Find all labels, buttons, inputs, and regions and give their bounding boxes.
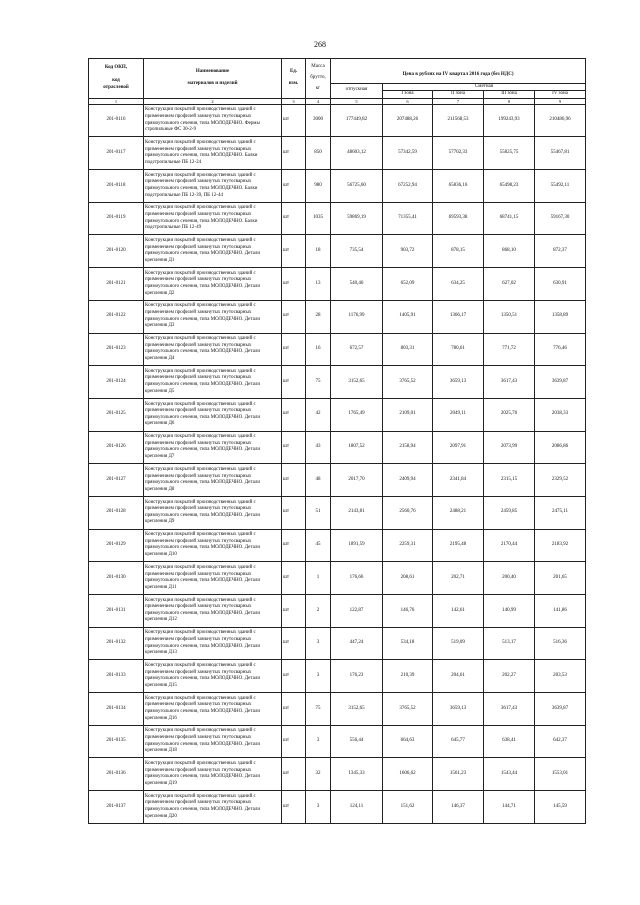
retail-header: отпускная [331,83,383,98]
item-mass: 850 [306,137,331,170]
zone-2-price: 878,15 [433,235,484,268]
mass-header: Масса брутто, кг [306,59,331,99]
item-unit: шт [282,595,306,628]
zone-3-price: 144,71 [484,791,535,824]
table-row [89,562,586,595]
zone-2-price: 1366,17 [433,300,484,333]
col-index: 7 [433,98,484,104]
zone-3-price: 200,40 [484,562,535,595]
table-row [89,693,586,726]
zone-4-price: 1358,89 [535,300,586,333]
col-index: 9 [535,98,586,104]
zone-3-price: 3617,43 [484,366,535,399]
item-unit: шт [282,693,306,726]
zone-2-price: 65836,16 [433,170,484,203]
zone-4-price: 210486,96 [535,104,586,137]
retail-price: 177449,82 [331,104,383,137]
item-name: Конструкции покрытий производственных зданий с применением профилей замкнутых гнутосварных прямоугольного сечения, типа МОЛОДЕЧНО. Детали крепления Д18 [144,725,282,758]
col-index: 2 [144,98,282,104]
zone-4-price: 2086,86 [535,431,586,464]
zone-1-price: 1405,91 [383,300,433,333]
item-mass: 3 [306,627,331,660]
zone-1-price: 146,76 [383,595,433,628]
table-body [89,104,586,823]
zone-3-price: 638,41 [484,725,535,758]
price-title: Цена в рублях на IV квартал 2016 года (без НДС) [331,69,586,83]
zone-1-price: 2158,94 [383,431,433,464]
zone-4-price: 872,37 [535,235,586,268]
zone-1-price: 3765,52 [383,366,433,399]
col-index: 8 [484,98,535,104]
zone-2-price: 3659,13 [433,366,484,399]
retail-price: 2017,70 [331,464,383,497]
zone-1-price: 208,61 [383,562,433,595]
retail-price: 1891,59 [331,529,383,562]
item-unit: шт [282,758,306,791]
zone-4-price: 516,36 [535,627,586,660]
zone-1-price: 1606,62 [383,758,433,791]
zone-1-header: I зона [383,91,433,99]
item-unit: шт [282,660,306,693]
table-row [89,170,586,203]
item-code: 201-0123 [89,333,144,366]
item-code: 201-0120 [89,235,144,268]
item-name: Конструкции покрытий производственных зданий с применением профилей замкнутых гнутосварных прямоугольного сечения, типа МОЛОДЕЧНО. Детали крепления Д13 [144,627,282,660]
retail-price: 176,66 [331,562,383,595]
zone-2-price: 3659,13 [433,693,484,726]
item-mass: 980 [306,170,331,203]
table-row [89,431,586,464]
table-row [89,366,586,399]
zone-4-price: 2329,52 [535,464,586,497]
item-mass: 13 [306,268,331,301]
item-name: Конструкции покрытий производственных зданий с применением профилей замкнутых гнутосварных прямоугольного сечения, типа МОЛОДЕЧНО. Детали крепления Д1 [144,235,282,268]
zone-1-price: 2409,94 [383,464,433,497]
item-code: 201-0118 [89,170,144,203]
item-name: Конструкции покрытий производственных зданий с применением профилей замкнутых гнутосварных прямоугольного сечения, типа МОЛОДЕЧНО. Детали крепления Д12 [144,595,282,628]
zone-3-price: 627,02 [484,268,535,301]
zone-3-price: 55825,75 [484,137,535,170]
item-code: 201-0119 [89,202,144,235]
zone-1-price: 57342,59 [383,137,433,170]
zone-4-price: 203,53 [535,660,586,693]
item-mass: 42 [306,398,331,431]
item-code: 201-0135 [89,725,144,758]
item-mass: 2 [306,595,331,628]
item-unit: шт [282,333,306,366]
item-unit: шт [282,496,306,529]
item-unit: шт [282,464,306,497]
zone-4-price: 141,86 [535,595,586,628]
item-unit: шт [282,137,306,170]
zone-3-price: 68741,15 [484,202,535,235]
col-index: 5 [331,98,383,104]
zone-3-header: III зона [484,91,535,99]
zone-3-price: 1350,51 [484,300,535,333]
table-row [89,725,586,758]
table-row [89,464,586,497]
zone-2-price: 780,61 [433,333,484,366]
zone-4-price: 145,59 [535,791,586,824]
zone-2-price: 142,61 [433,595,484,628]
table-row [89,300,586,333]
table-header [89,59,586,105]
zone-4-price: 59167,30 [535,202,586,235]
item-unit: шт [282,202,306,235]
zone-2-price: 2049,11 [433,398,484,431]
item-name: Конструкции покрытий производственных зданий с применением профилей замкнутых гнутосварных прямоугольного сечения, типа МОЛОДЕЧНО. Детали крепления Д4 [144,333,282,366]
item-code: 201-0127 [89,464,144,497]
zone-1-price: 3765,52 [383,693,433,726]
zone-2-price: 146,37 [433,791,484,824]
item-name: Конструкции покрытий производственных зданий с применением профилей замкнутых гнутосварных прямоугольного сечения, типа МОЛОДЕЧНО. Детали крепления Д10 [144,529,282,562]
zone-2-price: 1561,23 [433,758,484,791]
item-mass: 51 [306,496,331,529]
zone-2-price: 634,25 [433,268,484,301]
zone-3-price: 2025,76 [484,398,535,431]
zone-3-price: 2315,15 [484,464,535,497]
zone-4-price: 201,65 [535,562,586,595]
zone-1-price: 2109,01 [383,398,433,431]
retail-price: 556,44 [331,725,383,758]
zone-2-price: 2097,91 [433,431,484,464]
retail-price: 122,87 [331,595,383,628]
item-code: 201-0117 [89,137,144,170]
zone-3-price: 1543,44 [484,758,535,791]
item-unit: шт [282,398,306,431]
table-row [89,268,586,301]
zone-2-price: 645,77 [433,725,484,758]
table-row [89,333,586,366]
item-unit: шт [282,170,306,203]
item-name: Конструкции покрытий производственных зданий с применением профилей замкнутых гнутосварных прямоугольного сечения, типа МОЛОДЕЧНО. Детали крепления Д15 [144,660,282,693]
item-code: 201-0125 [89,398,144,431]
zone-2-price: 2195,48 [433,529,484,562]
item-name: Конструкции покрытий производственных зданий с применением профилей замкнутых гнутосварных прямоугольного сечения, типа МОЛОДЕЧНО. Детали крепления Д9 [144,496,282,529]
table-row [89,627,586,660]
item-unit: шт [282,104,306,137]
col-index: 3 [282,98,306,104]
item-name: Конструкции покрытий производственных зданий с применением профилей замкнутых гнутосварных прямоугольного сечения, типа МОЛОДЕЧНО. Детали крепления Д20 [144,791,282,824]
item-mass: 1035 [306,202,331,235]
item-name: Конструкции покрытий производственных зданий с применением профилей замкнутых гнутосварных прямоугольного сечения, типа МОЛОДЕЧНО. Детали крепления Д2 [144,268,282,301]
item-unit: шт [282,431,306,464]
zone-1-price: 664,63 [383,725,433,758]
estimate-header: Сметная [383,83,586,91]
item-mass: 3000 [306,104,331,137]
table-row [89,496,586,529]
zone-4-price: 776,46 [535,333,586,366]
zone-1-price: 2560,76 [383,496,433,529]
item-code: 201-0121 [89,268,144,301]
item-mass: 18 [306,235,331,268]
retail-price: 48603,12 [331,137,383,170]
retail-price: 1176,99 [331,300,383,333]
table-row [89,104,586,137]
table-row [89,791,586,824]
item-unit: шт [282,300,306,333]
retail-price: 56725,60 [331,170,383,203]
zone-4-price: 642,37 [535,725,586,758]
zone-4-price: 55492,11 [535,170,586,203]
item-code: 201-0136 [89,758,144,791]
zone-4-price: 2475,11 [535,496,586,529]
item-code: 201-0132 [89,627,144,660]
item-unit: шт [282,268,306,301]
item-mass: 43 [306,431,331,464]
name-header: Наименование материалов и изделий [144,59,282,99]
retail-price: 59869,19 [331,202,383,235]
table-row [89,660,586,693]
retail-price: 447,24 [331,627,383,660]
item-mass: 75 [306,693,331,726]
retail-price: 3152,65 [331,693,383,726]
table-row [89,202,586,235]
item-unit: шт [282,627,306,660]
zone-1-price: 803,31 [383,333,433,366]
zone-1-price: 534,18 [383,627,433,660]
zone-4-price: 1553,01 [535,758,586,791]
item-name: Конструкции покрытий производственных зданий с применением профилей замкнутых гнутосварных прямоугольного сечения, типа МОЛОДЕЧНО. Детали крепления Д7 [144,431,282,464]
zone-2-price: 204,61 [433,660,484,693]
item-name: Конструкции покрытий производственных зданий с применением профилей замкнутых гнутосварных прямоугольного сечения, типа МОЛОДЕЧНО. Детали крепления Д11 [144,562,282,595]
item-name: Конструкции покрытий производственных зданий с применением профилей замкнутых гнутосварных прямоугольного сечения, типа МОЛОДЕЧНО. Детали крепления Д8 [144,464,282,497]
item-mass: 3 [306,725,331,758]
zone-2-price: 211568,53 [433,104,484,137]
zone-2-price: 57702,33 [433,137,484,170]
item-code: 201-0124 [89,366,144,399]
zone-4-price: 630,91 [535,268,586,301]
zone-2-price: 202,71 [433,562,484,595]
zone-3-price: 202,27 [484,660,535,693]
item-mass: 75 [306,366,331,399]
code-header: Код ОКП, код отраслевой [89,59,144,99]
zone-3-price: 140,99 [484,595,535,628]
zone-3-price: 199243,93 [484,104,535,137]
retail-price: 176,23 [331,660,383,693]
item-mass: 3 [306,791,331,824]
zone-1-price: 652,09 [383,268,433,301]
table-row [89,398,586,431]
item-unit: шт [282,529,306,562]
col-index: 6 [383,98,433,104]
retail-price: 672,57 [331,333,383,366]
item-unit: шт [282,791,306,824]
item-code: 201-0137 [89,791,144,824]
zone-1-price: 2259,31 [383,529,433,562]
retail-price: 124,11 [331,791,383,824]
zone-3-price: 2459,85 [484,496,535,529]
item-code: 201-0134 [89,693,144,726]
zone-1-price: 207488,26 [383,104,433,137]
zone-3-price: 65498,23 [484,170,535,203]
zone-3-price: 3617,43 [484,693,535,726]
col-index: 4 [306,98,331,104]
zone-4-price: 2038,33 [535,398,586,431]
item-code: 201-0122 [89,300,144,333]
item-code: 201-0126 [89,431,144,464]
zone-3-price: 771,72 [484,333,535,366]
zone-2-price: 2488,21 [433,496,484,529]
zone-3-price: 2170,44 [484,529,535,562]
zone-1-price: 67252,94 [383,170,433,203]
item-mass: 45 [306,529,331,562]
item-name: Конструкции покрытий производственных зданий с применением профилей замкнутых гнутосварных прямоугольного сечения, типа МОЛОДЕЧНО. Детали крепления Д3 [144,300,282,333]
zone-2-price: 519,09 [433,627,484,660]
price-table [88,58,586,824]
item-mass: 3 [306,660,331,693]
table-row [89,758,586,791]
item-mass: 1 [306,562,331,595]
item-unit: шт [282,366,306,399]
zone-1-price: 903,72 [383,235,433,268]
item-mass: 16 [306,333,331,366]
item-name: Конструкции покрытий производственных зданий с применением профилей замкнутых гнутосварных прямоугольного сечения, типа МОЛОДЕЧНО. Фермы стропильные ФС 30-2-9 [144,104,282,137]
item-mass: 28 [306,300,331,333]
zone-2-price: 2341,84 [433,464,484,497]
zone-4-header: IV зона [535,91,586,99]
retail-price: 735,54 [331,235,383,268]
item-mass: 32 [306,758,331,791]
table-row [89,137,586,170]
zone-4-price: 3639,87 [535,366,586,399]
item-code: 201-0116 [89,104,144,137]
zone-3-price: 2073,99 [484,431,535,464]
item-name: Конструкции покрытий производственных зданий с применением профилей замкнутых гнутосварных прямоугольного сечения, типа МОЛОДЕЧНО. Балки подстропильные ПБ 12-39, ПБ 12-44 [144,170,282,203]
item-code: 201-0128 [89,496,144,529]
table-row [89,235,586,268]
zone-4-price: 55467,81 [535,137,586,170]
zone-1-price: 210,39 [383,660,433,693]
zone-2-header: II зона [433,91,484,99]
retail-price: 2143,81 [331,496,383,529]
zone-4-price: 2183,92 [535,529,586,562]
col-index: 1 [89,98,144,104]
item-unit: шт [282,235,306,268]
table-row [89,529,586,562]
zone-1-price: 151,62 [383,791,433,824]
table-row [89,595,586,628]
retail-price: 1807,52 [331,431,383,464]
item-name: Конструкции покрытий производственных зданий с применением профилей замкнутых гнутосварных прямоугольного сечения, типа МОЛОДЕЧНО. Детали крепления Д19 [144,758,282,791]
zone-3-price: 868,10 [484,235,535,268]
price-header-spacer [331,59,586,70]
item-code: 201-0129 [89,529,144,562]
page-number: 268 [314,40,326,49]
item-name: Конструкции покрытий производственных зданий с применением профилей замкнутых гнутосварных прямоугольного сечения, типа МОЛОДЕЧНО. Балки подстропильные ПБ 12-24 [144,137,282,170]
item-code: 201-0133 [89,660,144,693]
zone-3-price: 513,17 [484,627,535,660]
item-unit: шт [282,562,306,595]
item-name: Конструкции покрытий производственных зданий с применением профилей замкнутых гнутосварных прямоугольного сечения, типа МОЛОДЕЧНО. Балки подстропильные ПБ 12-49 [144,202,282,235]
item-unit: шт [282,725,306,758]
zone-1-price: 71355,41 [383,202,433,235]
item-name: Конструкции покрытий производственных зданий с применением профилей замкнутых гнутосварных прямоугольного сечения, типа МОЛОДЕЧНО. Детали крепления Д5 [144,366,282,399]
retail-price: 1345,33 [331,758,383,791]
zone-2-price: 69593,38 [433,202,484,235]
item-code: 201-0130 [89,562,144,595]
zone-4-price: 3639,87 [535,693,586,726]
item-code: 201-0131 [89,595,144,628]
item-name: Конструкции покрытий производственных зданий с применением профилей замкнутых гнутосварных прямоугольного сечения, типа МОЛОДЕЧНО. Детали крепления Д6 [144,398,282,431]
retail-price: 1765,49 [331,398,383,431]
unit-header: Ед. изм. [282,59,306,99]
item-name: Конструкции покрытий производственных зданий с применением профилей замкнутых гнутосварных прямоугольного сечения, типа МОЛОДЕЧНО. Детали крепления Д16 [144,693,282,726]
retail-price: 3152,65 [331,366,383,399]
item-mass: 48 [306,464,331,497]
retail-price: 540,46 [331,268,383,301]
